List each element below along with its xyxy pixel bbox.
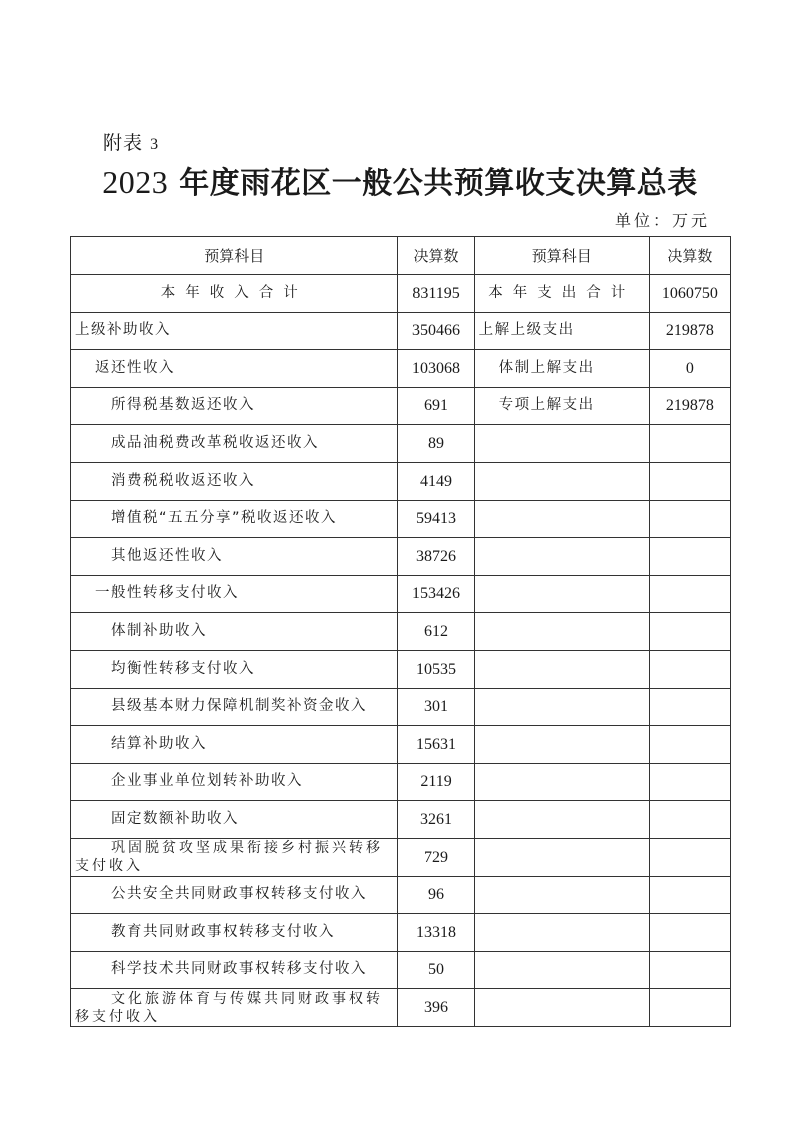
income-item: 一般性转移支付收入 [71, 575, 398, 613]
income-item: 消费税税收返还收入 [71, 462, 398, 500]
table-row [71, 387, 731, 425]
income-value: 831195 [398, 275, 474, 313]
annex-text: 附表 [103, 132, 144, 154]
income-item: 科学技术共同财政事权转移支付收入 [71, 951, 398, 989]
income-value: 59413 [398, 500, 474, 538]
expense-item [474, 838, 649, 876]
annex-label [103, 128, 159, 155]
expense-item [474, 726, 649, 764]
table-row [71, 575, 731, 613]
expense-item: 本年支出合计 [474, 275, 649, 313]
income-item: 文化旅游体育与传媒共同财政事权转移支付收入 [71, 989, 398, 1027]
header-income-value: 决算数 [398, 237, 474, 275]
income-item: 固定数额补助收入 [71, 801, 398, 839]
expense-value [649, 575, 730, 613]
expense-item [474, 914, 649, 952]
income-item: 县级基本财力保障机制奖补资金收入 [71, 688, 398, 726]
income-item: 体制补助收入 [71, 613, 398, 651]
expense-value: 219878 [649, 312, 730, 350]
table-row [71, 613, 731, 651]
table-row [71, 312, 731, 350]
expense-value [649, 914, 730, 952]
expense-item [474, 425, 649, 463]
expense-value [649, 462, 730, 500]
expense-item [474, 650, 649, 688]
expense-value [649, 538, 730, 576]
income-item: 返还性收入 [71, 350, 398, 388]
table-row [71, 989, 731, 1027]
table-row [71, 838, 731, 876]
table-row [71, 801, 731, 839]
expense-value [649, 613, 730, 651]
header-income-item: 预算科目 [71, 237, 398, 275]
expense-item: 专项上解支出 [474, 387, 649, 425]
header-expense-value: 决算数 [649, 237, 730, 275]
table-row [71, 650, 731, 688]
income-item: 本年收入合计 [71, 275, 398, 313]
title-text: 年度雨花区一般公共预算收支决算总表 [179, 166, 698, 201]
expense-item [474, 801, 649, 839]
expense-value: 219878 [649, 387, 730, 425]
unit-label: 单位：万元 [614, 211, 710, 230]
table-row [71, 914, 731, 952]
expense-item [474, 613, 649, 651]
income-value: 301 [398, 688, 474, 726]
table-row [71, 275, 731, 313]
expense-value [649, 763, 730, 801]
expense-value [649, 650, 730, 688]
expense-item [474, 575, 649, 613]
income-value: 15631 [398, 726, 474, 764]
income-item: 公共安全共同财政事权转移支付收入 [71, 876, 398, 914]
expense-item: 上解上级支出 [474, 312, 649, 350]
table-row [71, 763, 731, 801]
income-value: 103068 [398, 350, 474, 388]
income-item: 均衡性转移支付收入 [71, 650, 398, 688]
table-row [71, 462, 731, 500]
expense-value [649, 688, 730, 726]
budget-table [70, 236, 731, 1027]
income-value: 729 [398, 838, 474, 876]
annex-number: 3 [150, 136, 160, 153]
table-header-row [71, 237, 731, 275]
table-row [71, 951, 731, 989]
expense-value [649, 801, 730, 839]
income-item: 巩固脱贫攻坚成果衔接乡村振兴转移支付收入 [71, 838, 398, 876]
income-value: 612 [398, 613, 474, 651]
expense-value: 0 [649, 350, 730, 388]
income-item: 成品油税费改革税收返还收入 [71, 425, 398, 463]
expense-value [649, 726, 730, 764]
expense-item [474, 763, 649, 801]
income-value: 396 [398, 989, 474, 1027]
table-row [71, 350, 731, 388]
table-row [71, 425, 731, 463]
page-title [0, 158, 800, 202]
table-row [71, 876, 731, 914]
expense-item [474, 500, 649, 538]
expense-value [649, 989, 730, 1027]
expense-item [474, 462, 649, 500]
income-value: 10535 [398, 650, 474, 688]
income-value: 2119 [398, 763, 474, 801]
table-row [71, 688, 731, 726]
expense-item [474, 876, 649, 914]
income-item: 企业事业单位划转补助收入 [71, 763, 398, 801]
expense-value [649, 951, 730, 989]
expense-item [474, 951, 649, 989]
expense-value: 1060750 [649, 275, 730, 313]
expense-value [649, 500, 730, 538]
income-item: 教育共同财政事权转移支付收入 [71, 914, 398, 952]
income-item: 其他返还性收入 [71, 538, 398, 576]
income-value: 13318 [398, 914, 474, 952]
income-value: 3261 [398, 801, 474, 839]
title-year: 2023 [102, 164, 169, 200]
expense-item [474, 989, 649, 1027]
table-row [71, 538, 731, 576]
income-item: 结算补助收入 [71, 726, 398, 764]
expense-value [649, 876, 730, 914]
income-value: 4149 [398, 462, 474, 500]
income-value: 96 [398, 876, 474, 914]
expense-value [649, 838, 730, 876]
income-value: 691 [398, 387, 474, 425]
income-value: 38726 [398, 538, 474, 576]
expense-value [649, 425, 730, 463]
income-value: 89 [398, 425, 474, 463]
header-expense-item: 预算科目 [474, 237, 649, 275]
income-item: 增值税“五五分享”税收返还收入 [71, 500, 398, 538]
income-item: 所得税基数返还收入 [71, 387, 398, 425]
income-value: 350466 [398, 312, 474, 350]
income-value: 50 [398, 951, 474, 989]
expense-item: 体制上解支出 [474, 350, 649, 388]
income-value: 153426 [398, 575, 474, 613]
expense-item [474, 688, 649, 726]
table-row [71, 726, 731, 764]
income-item: 上级补助收入 [71, 312, 398, 350]
expense-item [474, 538, 649, 576]
table-row [71, 500, 731, 538]
